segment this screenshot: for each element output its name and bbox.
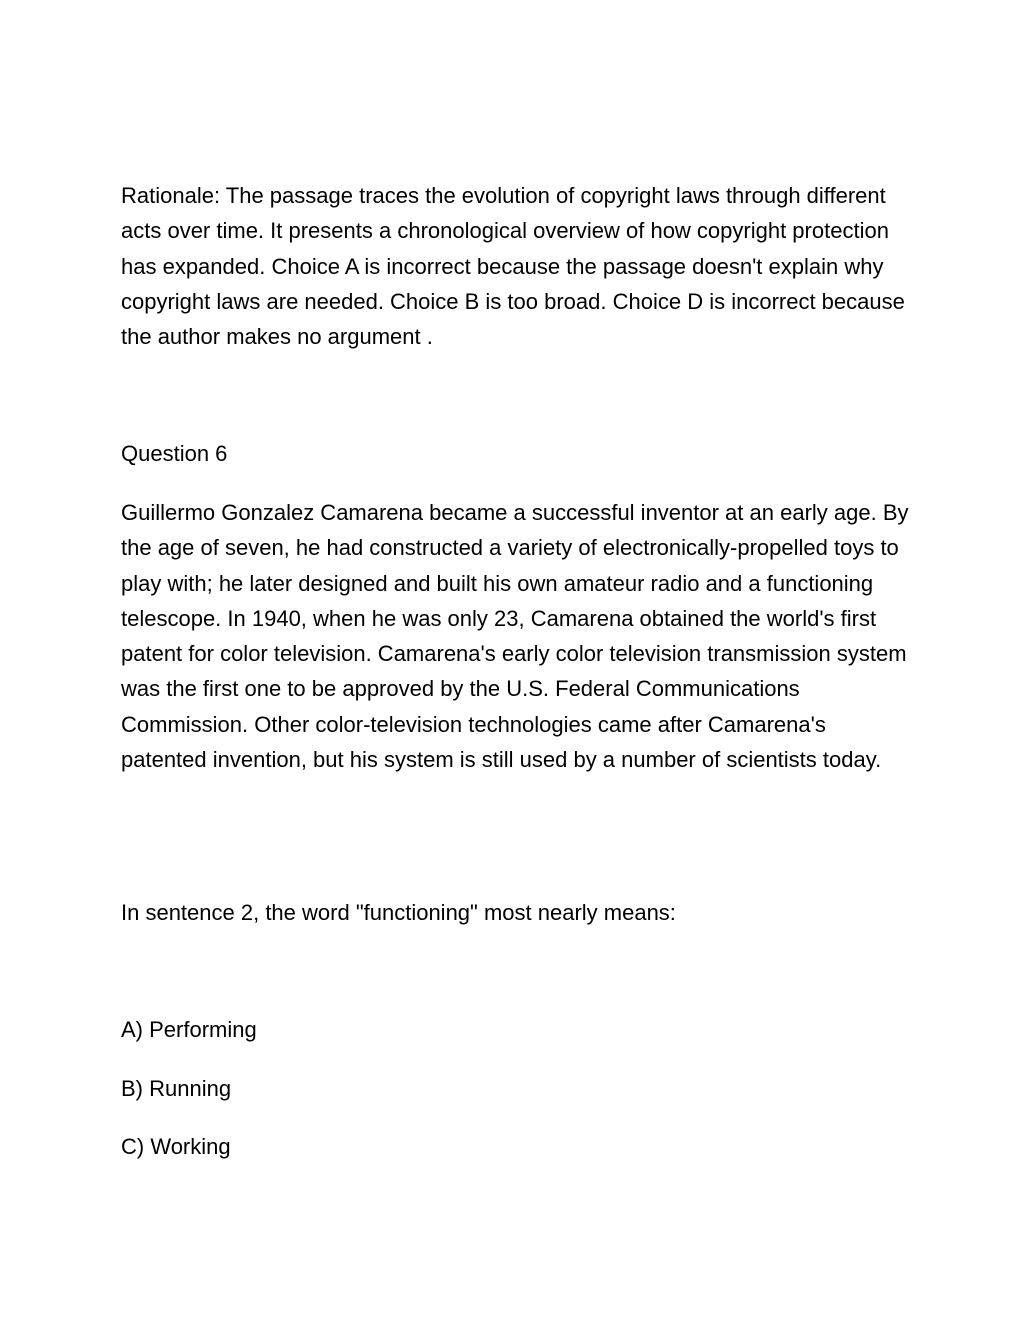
- answer-option-a: A) Performing: [121, 1017, 257, 1042]
- rationale-paragraph: Rationale: The passage traces the evolution of copyright laws through different acts over time. It presents a chronological overview of how copyright protection has expanded. Choice A is incorrect because the passage doesn't explain why copyright laws are needed. Choice B is too broad. Choice D is incorrect because the author makes no argument .: [121, 183, 905, 350]
- answer-option-b: B) Running: [121, 1076, 232, 1101]
- passage-paragraph: Guillermo Gonzalez Camarena became a successful inventor at an early age. By the age of seven, he had constructed a variety of electronically-propelled toys to play with; he later designed and built his own amateur radio and a functioning telescope. In 1940, when he was only 23, Camarena obtained the world's first patent for color television. Camarena's early color television transmission system was the first one to be approved by the U.S. Federal Communications Commission. Other color-television technologies came after Camarena's patented invention, but his system is still used by a number of scientists today.: [121, 500, 909, 773]
- question-title: Question 6: [121, 441, 228, 466]
- answer-option-c: C) Working: [121, 1134, 231, 1159]
- question-prompt: In sentence 2, the word "functioning" most nearly means:: [121, 900, 676, 925]
